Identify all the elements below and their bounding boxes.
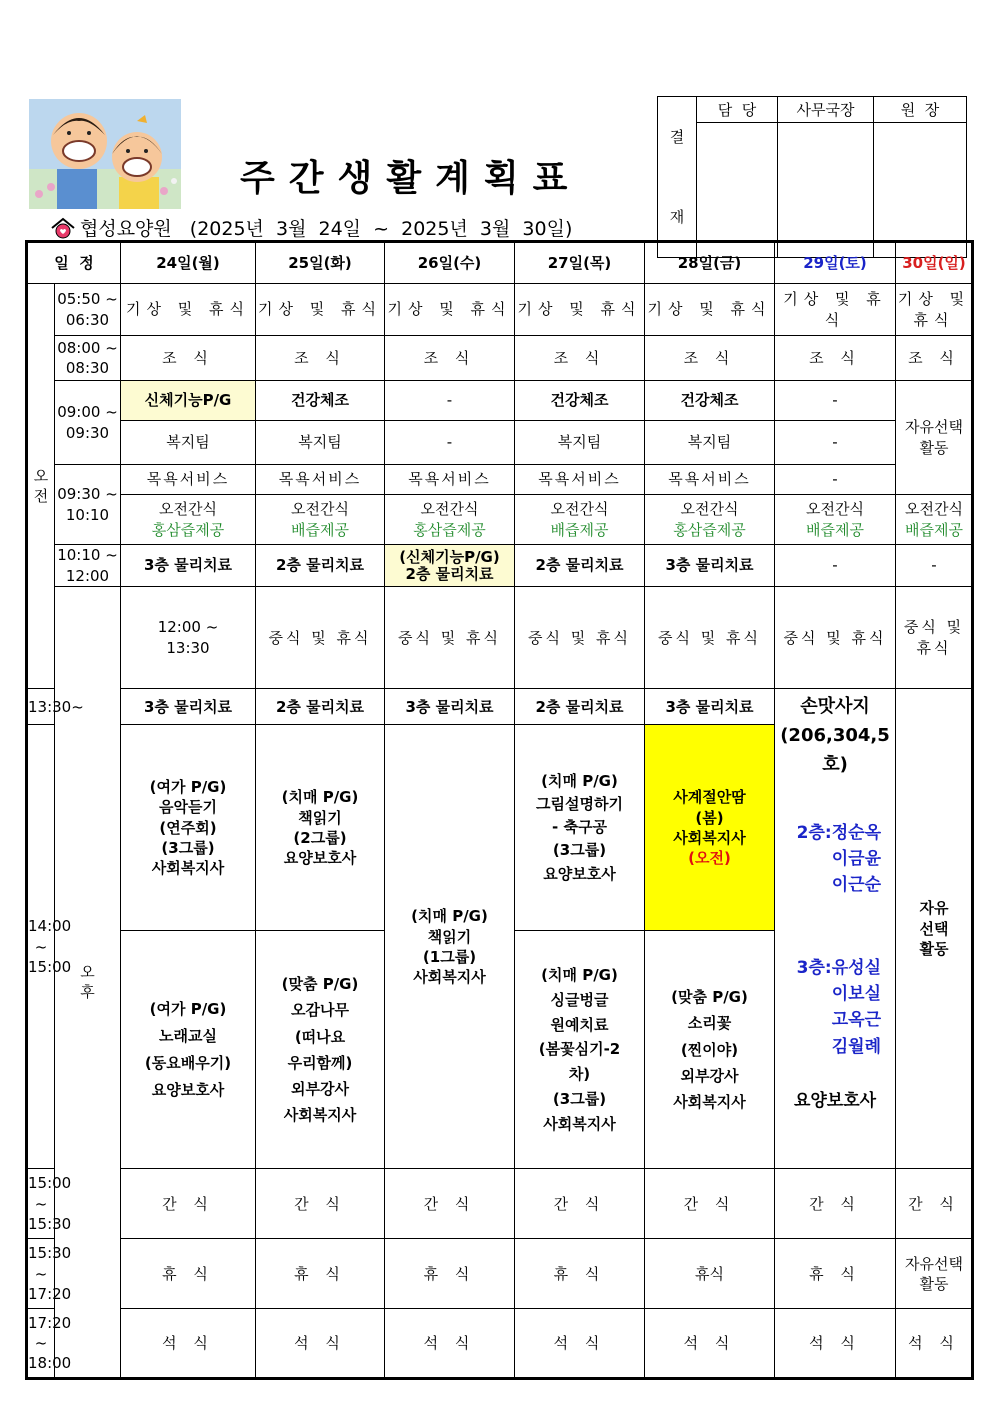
cell-program: (치매 P/G) 책읽기 (2그룹) 요양보호사 bbox=[256, 725, 385, 931]
row-wake bbox=[27, 284, 973, 336]
cell-rest: 휴 식 bbox=[775, 1239, 896, 1309]
cell-bath: 목욕서비스 bbox=[385, 465, 515, 495]
cell-breakfast: 조 식 bbox=[645, 336, 775, 381]
cell-dash: - bbox=[385, 421, 515, 465]
cell-exercise: 건강체조 bbox=[645, 381, 775, 421]
cell-bath: 목욕서비스 bbox=[256, 465, 385, 495]
cell-program: (여가 P/G) 음악듣기 (연주회) (3그룹) 사회복지사 bbox=[121, 725, 256, 931]
cell-program: (치매 P/G) 책읽기 (1그룹) 사회복지사 bbox=[385, 725, 515, 1169]
day-fri: 28일(금) bbox=[645, 242, 775, 284]
cell-rest: 휴식 bbox=[645, 1239, 775, 1309]
row-lunch bbox=[27, 587, 973, 689]
page-title: 주간생활계획표 bbox=[240, 158, 582, 199]
cell-wake: 기상 및 휴식 bbox=[775, 284, 896, 336]
cell-fitness: 신체기능P/G bbox=[121, 381, 256, 421]
time-cell: 14:00 ~ 15:00 bbox=[27, 725, 55, 1169]
cell-welfare: 복지팀 bbox=[121, 421, 256, 465]
logo-illustration bbox=[29, 99, 181, 209]
day-header-row bbox=[27, 242, 973, 284]
approval-col-manager: 담 당 bbox=[697, 97, 778, 123]
approval-sign-manager[interactable] bbox=[697, 122, 778, 257]
cell-exercise: 건강체조 bbox=[515, 381, 645, 421]
day-tue: 25일(화) bbox=[256, 242, 385, 284]
cell-free-sun: 자유선택 활동 bbox=[896, 1239, 973, 1309]
cell-dinner: 석 식 bbox=[645, 1309, 775, 1379]
cell-wake: 기상 및 휴식 bbox=[385, 284, 515, 336]
cell-program-highlight: 사계절안땀 (봄) 사회복지사 (오전) bbox=[645, 725, 775, 931]
cell-program: (맞춤 P/G) 오감나무 (떠나요 우리함께) 외부강사 사회복지사 bbox=[256, 931, 385, 1169]
cell-welfare: 복지팀 bbox=[256, 421, 385, 465]
cell-lunch: 중식 및 휴식 bbox=[256, 587, 385, 689]
cell-bath: 목욕서비스 bbox=[121, 465, 256, 495]
cell-wake: 기상 및 휴식 bbox=[896, 284, 973, 336]
time-cell: 09:30 ~ 10:10 bbox=[55, 465, 121, 545]
time-cell: 10:10 ~ 12:00 bbox=[55, 545, 121, 587]
cell-lunch: 중식 및 휴식 bbox=[385, 587, 515, 689]
cell-dinner: 석 식 bbox=[121, 1309, 256, 1379]
cell-breakfast: 조 식 bbox=[896, 336, 973, 381]
cell-physio: 2층 물리치료 bbox=[515, 545, 645, 587]
cell-physio: 3층 물리치료 bbox=[645, 545, 775, 587]
cell-dash: - bbox=[775, 465, 896, 495]
row-snack bbox=[27, 1169, 973, 1239]
cell-dinner: 석 식 bbox=[256, 1309, 385, 1379]
cell-physio: 3층 물리치료 bbox=[385, 689, 515, 725]
time-cell: 15:30 ~ 17:20 bbox=[27, 1239, 55, 1309]
cell-program: (여가 P/G) 노래교실 (동요배우기) 요양보호사 bbox=[121, 931, 256, 1169]
cell-hand-massage: 손맛사지 (206,304,5 호) 2층:정순옥 이금윤 이근순 3층:유성실 이보실 고옥근 김월례 요양보호사 bbox=[775, 689, 896, 1169]
cell-physio: 3층 물리치료 bbox=[121, 545, 256, 587]
cell-wake: 기상 및 휴식 bbox=[515, 284, 645, 336]
cell-snack-am: 오전간식 홍삼즙제공 bbox=[121, 495, 256, 545]
row-physio-am bbox=[27, 545, 973, 587]
cell-physio: 3층 물리치료 bbox=[121, 689, 256, 725]
cell-lunch: 중식 및 휴식 bbox=[645, 587, 775, 689]
cell-wake: 기상 및 휴식 bbox=[121, 284, 256, 336]
cell-welfare: 복지팀 bbox=[645, 421, 775, 465]
time-cell: 13:30~ bbox=[27, 689, 55, 725]
row-bath bbox=[27, 465, 973, 495]
cell-free-am: 자유선택 활동 bbox=[896, 381, 973, 495]
cell-breakfast: 조 식 bbox=[256, 336, 385, 381]
cell-physio: 2층 물리치료 bbox=[256, 545, 385, 587]
house-heart-icon bbox=[50, 217, 76, 239]
cell-exercise: 건강체조 bbox=[256, 381, 385, 421]
cell-dash: - bbox=[775, 545, 896, 587]
time-cell: 08:00 ~ 08:30 bbox=[55, 336, 121, 381]
cell-rest: 휴 식 bbox=[385, 1239, 515, 1309]
approval-box bbox=[657, 96, 967, 258]
row-welfare bbox=[27, 421, 973, 465]
cell-welfare: 복지팀 bbox=[515, 421, 645, 465]
org-name: 협성요양원 bbox=[80, 218, 172, 240]
cell-snack: 간 식 bbox=[896, 1169, 973, 1239]
cell-snack-am: 오전간식 홍삼즙제공 bbox=[385, 495, 515, 545]
cell-program: (맞춤 P/G) 소리꽃 (찐이야) 외부강사 사회복지사 bbox=[645, 931, 775, 1169]
cell-physio: 3층 물리치료 bbox=[645, 689, 775, 725]
cell-dash: - bbox=[896, 545, 973, 587]
cell-breakfast: 조 식 bbox=[385, 336, 515, 381]
time-cell: 12:00 ~ 13:30 bbox=[121, 587, 256, 689]
cell-physio: 2층 물리치료 bbox=[256, 689, 385, 725]
cell-dash: - bbox=[775, 381, 896, 421]
cell-snack-am: 오전간식 배즙제공 bbox=[775, 495, 896, 545]
cell-wake: 기상 및 휴식 bbox=[645, 284, 775, 336]
cell-rest: 휴 식 bbox=[515, 1239, 645, 1309]
pm-label: 오 후 bbox=[55, 587, 121, 1379]
row-physio-pm bbox=[27, 689, 973, 725]
day-mon: 24일(월) bbox=[121, 242, 256, 284]
cell-breakfast: 조 식 bbox=[775, 336, 896, 381]
cell-lunch: 중식 및 휴식 bbox=[896, 587, 973, 689]
time-cell: 15:00 ~ 15:30 bbox=[27, 1169, 55, 1239]
cell-wake: 기상 및 휴식 bbox=[256, 284, 385, 336]
cell-physio: 2층 물리치료 bbox=[515, 689, 645, 725]
cell-snack: 간 식 bbox=[121, 1169, 256, 1239]
cell-dinner: 석 식 bbox=[385, 1309, 515, 1379]
cell-dash: - bbox=[385, 381, 515, 421]
approval-label: 결 재 bbox=[658, 97, 697, 258]
corner-cell: 일 정 bbox=[27, 242, 121, 284]
day-wed: 26일(수) bbox=[385, 242, 515, 284]
cell-snack: 간 식 bbox=[775, 1169, 896, 1239]
period: (2025년 3월 24일 ~ 2025년 3월 30일) bbox=[189, 218, 573, 240]
cell-bath: 목욕서비스 bbox=[515, 465, 645, 495]
cell-program: (치매 P/G) 그림설명하기 - 축구공 (3그룹) 요양보호사 bbox=[515, 725, 645, 931]
cell-snack-am: 오전간식 배즙제공 bbox=[256, 495, 385, 545]
row-snack-am bbox=[27, 495, 973, 545]
cell-dinner: 석 식 bbox=[515, 1309, 645, 1379]
approval-sign-head[interactable] bbox=[874, 122, 967, 257]
subtitle bbox=[50, 214, 572, 241]
cell-snack: 간 식 bbox=[385, 1169, 515, 1239]
cell-snack: 간 식 bbox=[515, 1169, 645, 1239]
row-rest bbox=[27, 1239, 973, 1309]
cell-rest: 휴 식 bbox=[121, 1239, 256, 1309]
document-header bbox=[0, 0, 992, 240]
day-thu: 27일(목) bbox=[515, 242, 645, 284]
row-exercise bbox=[27, 381, 973, 421]
am-label: 오 전 bbox=[27, 284, 55, 689]
cell-bath: 목욕서비스 bbox=[645, 465, 775, 495]
cell-snack: 간 식 bbox=[256, 1169, 385, 1239]
approval-col-director: 사무국장 bbox=[778, 97, 874, 123]
day-sat: 29일(토) bbox=[775, 242, 896, 284]
row-breakfast bbox=[27, 336, 973, 381]
cell-snack: 간 식 bbox=[645, 1169, 775, 1239]
time-cell: 05:50 ~ 06:30 bbox=[55, 284, 121, 336]
approval-col-head: 원 장 bbox=[874, 97, 967, 123]
cell-breakfast: 조 식 bbox=[515, 336, 645, 381]
cell-snack-am: 오전간식 배즙제공 bbox=[515, 495, 645, 545]
cell-lunch: 중식 및 휴식 bbox=[515, 587, 645, 689]
cell-lunch: 중식 및 휴식 bbox=[775, 587, 896, 689]
day-sun: 30일(일) bbox=[896, 242, 973, 284]
cell-breakfast: 조 식 bbox=[121, 336, 256, 381]
cell-free-pm: 자유 선택 활동 bbox=[896, 689, 973, 1169]
row-dinner bbox=[27, 1309, 973, 1379]
cell-dinner: 석 식 bbox=[775, 1309, 896, 1379]
cell-dash: - bbox=[775, 421, 896, 465]
cell-snack-am: 오전간식 홍삼즙제공 bbox=[645, 495, 775, 545]
approval-sign-director[interactable] bbox=[778, 122, 874, 257]
time-cell: 09:00 ~ 09:30 bbox=[55, 381, 121, 465]
weekly-schedule-table bbox=[25, 240, 974, 1380]
cell-dinner: 석 식 bbox=[896, 1309, 973, 1379]
time-cell: 17:20 ~ 18:00 bbox=[27, 1309, 55, 1379]
cell-program: (치매 P/G) 싱글벙글 원예치료 (봄꽃심기-2 차) (3그룹) 사회복지사 bbox=[515, 931, 645, 1169]
cell-snack-am: 오전간식 배즙제공 bbox=[896, 495, 973, 545]
cell-physio-fitness: (신체기능P/G) 2층 물리치료 bbox=[385, 545, 515, 587]
cell-rest: 휴 식 bbox=[256, 1239, 385, 1309]
